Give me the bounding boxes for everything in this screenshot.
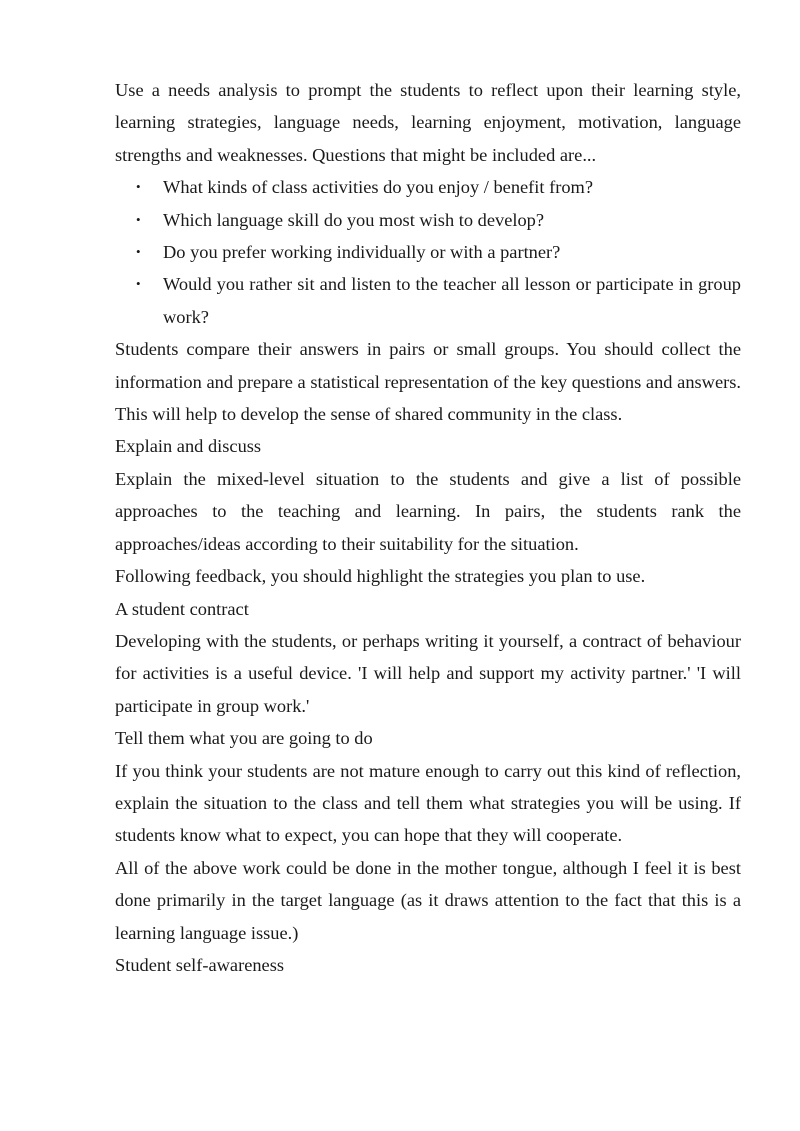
contract-paragraph: Developing with the students, or perhaps writing it yourself, a contract of behaviour for activities is a useful device. 'I will help and support my activity partner.' 'I will participate in group work.' [115, 630, 741, 716]
section-heading-explain: Explain and discuss [115, 436, 262, 457]
list-item [115, 171, 741, 203]
section-heading-self-awareness: Student self-awareness [115, 954, 285, 975]
intro-paragraph: Use a needs analysis to prompt the students to reflect upon their learning style, learning strategies, language needs, learning enjoyment, motivation, language strengths and weaknesses. Questions that might be included are... [115, 80, 741, 165]
question-text: Would you rather sit and listen to the teacher all lesson or participate in group work? [163, 274, 741, 327]
questions-list [115, 171, 741, 333]
section-heading-contract: A student contract [115, 598, 249, 619]
section-heading-tell: Tell them what you are going to do [115, 728, 373, 749]
list-item [115, 268, 741, 333]
feedback-paragraph: Following feedback, you should highlight the strategies you plan to use. [115, 566, 646, 587]
explain-paragraph: Explain the mixed-level situation to the students and give a list of possible approaches to the teaching and learning. In pairs, the students rank the approaches/ideas according to their suitability for the situation. [115, 468, 741, 554]
document-page [115, 74, 741, 981]
question-text: Do you prefer working individually or with a partner? [163, 242, 561, 263]
bullet-icon: • [136, 179, 141, 195]
bullet-icon: • [136, 244, 141, 260]
bullet-icon: • [136, 276, 141, 292]
list-item [115, 236, 741, 268]
compare-paragraph: Students compare their answers in pairs or small groups. You should collect the information and prepare a statistical representation of the key questions and answers. This will help to develop the sense of shared community in the class. [115, 339, 741, 425]
bullet-icon: • [136, 211, 141, 227]
tell-paragraph: If you think your students are not mature enough to carry out this kind of reflection, explain the situation to the class and tell them what strategies you will be using. If students know what to expect, you can hope that they will cooperate. [115, 760, 741, 846]
list-item [115, 204, 741, 236]
question-text: Which language skill do you most wish to develop? [163, 209, 545, 230]
question-text: What kinds of class activities do you enjoy / benefit from? [163, 177, 594, 198]
mother-tongue-paragraph: All of the above work could be done in the mother tongue, although I feel it is best done primarily in the target language (as it draws attention to the fact that this is a learning language issue.) [115, 857, 741, 943]
